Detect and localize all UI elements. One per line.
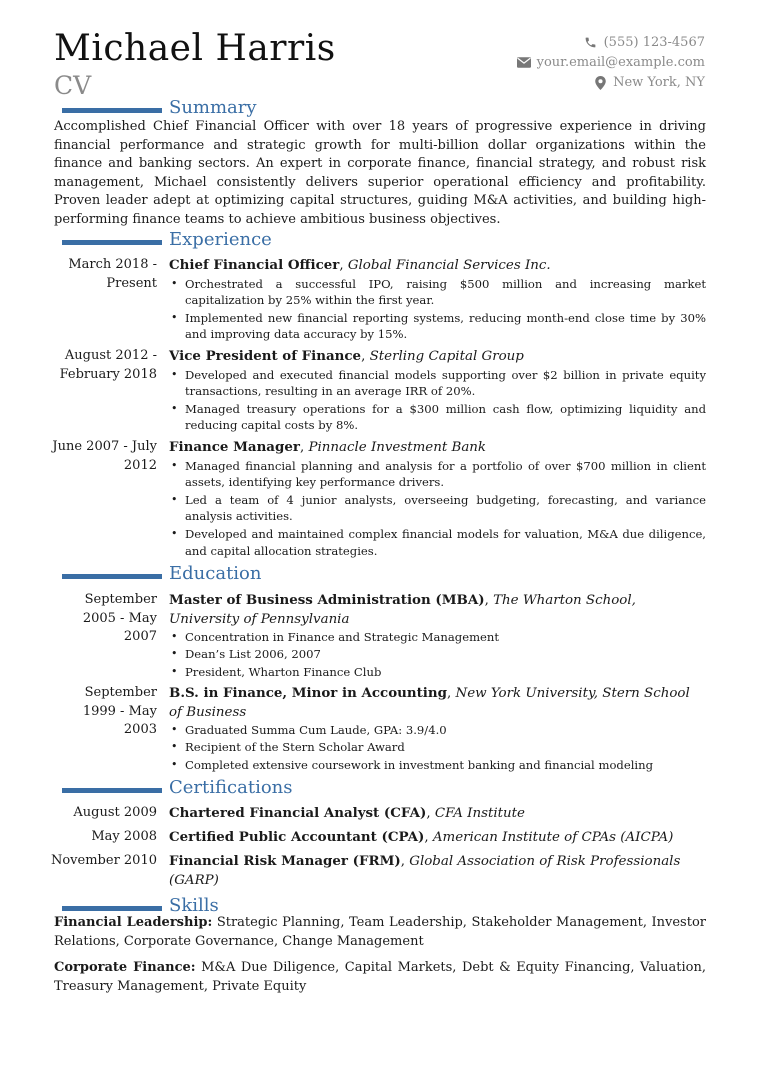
entry-role: Finance Manager bbox=[169, 439, 300, 455]
experience-section bbox=[0, 229, 760, 254]
entry-date: August 2012 - February 2018 bbox=[59, 348, 157, 382]
contact-block bbox=[445, 33, 705, 93]
contact-phone[interactable] bbox=[445, 33, 705, 53]
list-item: • Dean’s List 2006, 2007 bbox=[185, 646, 706, 663]
entry-org: CFA Institute bbox=[434, 806, 525, 821]
list-item: • Managed financial planning and analysis for a portfolio of over $700 million in client assets, identifying key performance drivers. bbox=[185, 458, 706, 492]
entry-date: September 1999 - May 2003 bbox=[82, 685, 157, 738]
entry-role: Master of Business Administration (MBA) bbox=[169, 592, 485, 608]
entry-role: Financial Risk Manager (FRM) bbox=[169, 853, 401, 869]
certifications-section bbox=[0, 777, 760, 802]
entry-org: American Institute of CPAs (AICPA) bbox=[432, 830, 674, 845]
person-name: Michael Harris bbox=[54, 28, 336, 69]
entry-date: November 2010 bbox=[50, 853, 157, 868]
entry-date: March 2018 - Present bbox=[68, 257, 157, 291]
location-text: New York, NY bbox=[613, 75, 705, 90]
entry-date: September 2005 - May 2007 bbox=[82, 592, 157, 645]
email-text: your.email@example.com bbox=[536, 55, 705, 70]
list-item: • Graduated Summa Cum Laude, GPA: 3.9/4.0 bbox=[185, 722, 706, 739]
education-heading: Education bbox=[169, 563, 262, 584]
map-pin-icon bbox=[591, 73, 609, 93]
certifications-heading: Certifications bbox=[169, 777, 293, 798]
skill-text: Strategic Planning, Team Leadership, Stakeholder Management, Investor Relations, Corporate Governance, Change Management bbox=[54, 915, 706, 949]
section-accent-bar bbox=[62, 240, 162, 245]
entry-org: Global Association of Risk Professionals (GARP) bbox=[169, 854, 681, 888]
document-subtitle: CV bbox=[54, 71, 92, 100]
entry-role: B.S. in Finance, Minor in Accounting bbox=[169, 685, 447, 701]
entry-role: Chartered Financial Analyst (CFA) bbox=[169, 805, 427, 821]
entry-date: May 2008 bbox=[91, 829, 157, 844]
list-item: • Orchestrated a successful IPO, raising $500 million and increasing market capitalization by 25% within the first year. bbox=[185, 276, 706, 310]
cv-page: Michael Harris CV (555) 123-4567 your.email@example.com New York, NY Summary Accomplished Chief Financial Officer with over 18 years of progressive experience in driving financial performance and strategic growth for multi-billion dollar organizations within the finance and banking sectors. An expert in corporate finance, financial strategy, and robust risk management, Michael consistently delivers superior operational efficiency and profitability. Proven leader adept at optimizing capital structures, guiding M&A activities, and building high-performing finance teams to achieve ambitious business objectives. Experience March 2018 - Present Chief Financial Officer, Global Financial Services Inc. • Orchestrated a successful IPO, raising $500 million and increasing market capitalization by 25% within the first year. • Implemented new financial reporting systems, reducing month-end close time by 30% and improving data accuracy by 15%. August 2012 - February 2018 Vice President of Finance, Sterling Capital Group • Developed and executed financial models supporting over $2 billion in private equity transactions, resulting in an average IRR of 20%. • Managed treasury operations for a $300 million cash flow, optimizing liquidity and reducing capital costs by 8%. June 2007 - July 2012 Finance Manager, Pinnacle Investment Bank • Managed financial planning and analysis for a portfolio of over $700 million in client assets, identifying key performance drivers. • Led a team of 4 junior analysts, overseeing budgeting, forecasting, and variance analysis activities. • Developed and maintained complex financial models for valuation, M&A due diligence, and capital allocation strategies. Education September 2005 - May 2007 Master of Business Administration (MBA), The Wharton School, University of Pennsylvania • Concentration in Finance and Strategic Management • Dean’s List 2006, 2007 • President, Wharton Finance Club September 1999 - May 2003 B.S. in Finance, Minor in Accounting, New York University, Stern School of Business • Graduated Summa Cum Laude, GPA: 3.9/4.0 • Recipient of the Stern Scholar Award • Completed extensive coursework in investment banking and financial modeling Certifications August 2009 Chartered Financial Analyst (CFA), CFA Institute May 2008 Certified Public Accountant (CPA), American Institute of CPAs (AICPA) November 2010 Financial Risk Manager (FRM), Global Association of Risk Professionals (GARP) Skills Financial Leadership: Strategic Planning, Team Leadership, Stakeholder Management, Investor Relations, Corporate Governance, Change Management Corporate Finance: M&A Due Diligence, Capital Markets, Debt & Equity Financing, Valuation, Treasury Management, Private Equity bbox=[0, 0, 760, 1075]
phone-text: (555) 123-4567 bbox=[603, 35, 705, 50]
entry-org: The Wharton School, University of Pennsylvania bbox=[169, 593, 636, 627]
list-item: • President, Wharton Finance Club bbox=[185, 664, 706, 681]
section-accent-bar bbox=[62, 108, 162, 113]
entry-org: Sterling Capital Group bbox=[369, 349, 524, 364]
summary-heading: Summary bbox=[169, 97, 257, 118]
section-accent-bar bbox=[62, 574, 162, 579]
phone-icon bbox=[582, 33, 600, 53]
education-section bbox=[0, 563, 760, 588]
list-item: • Developed and executed financial models supporting over $2 billion in private equity transactions, resulting in an average IRR of 20%. bbox=[185, 367, 706, 401]
entry-date: August 2009 bbox=[73, 805, 157, 820]
skill-text: M&A Due Diligence, Capital Markets, Debt & Equity Financing, Valuation, Treasury Management, Private Equity bbox=[54, 960, 706, 994]
contact-email[interactable] bbox=[445, 53, 705, 73]
list-item: • Completed extensive coursework in investment banking and financial modeling bbox=[185, 757, 706, 774]
list-item: • Managed treasury operations for a $300 million cash flow, optimizing liquidity and reducing capital costs by 8%. bbox=[185, 401, 706, 435]
list-item: • Recipient of the Stern Scholar Award bbox=[185, 739, 706, 756]
entry-bullets bbox=[169, 629, 706, 680]
skill-label: Corporate Finance: bbox=[54, 960, 196, 975]
entry-org: Global Financial Services Inc. bbox=[347, 258, 551, 273]
list-item: • Implemented new financial reporting systems, reducing month-end close time by 30% and improving data accuracy by 15%. bbox=[185, 310, 706, 344]
entry-org: New York University, Stern School of Business bbox=[169, 686, 690, 720]
list-item: • Developed and maintained complex financial models for valuation, M&A due diligence, and capital allocation strategies. bbox=[185, 526, 706, 560]
list-item: • Concentration in Finance and Strategic Management bbox=[185, 629, 706, 646]
entry-bullets bbox=[169, 367, 706, 435]
entry-role: Certified Public Accountant (CPA) bbox=[169, 829, 425, 845]
entry-role: Chief Financial Officer bbox=[169, 257, 340, 273]
list-item: • Led a team of 4 junior analysts, overseeing budgeting, forecasting, and variance analysis activities. bbox=[185, 492, 706, 526]
section-accent-bar bbox=[62, 906, 162, 911]
entry-bullets bbox=[169, 722, 706, 773]
summary-text: Accomplished Chief Financial Officer with over 18 years of progressive experience in driving financial performance and strategic growth for multi-billion dollar organizations within the finance and banking sectors. An expert in corporate finance, financial strategy, and robust risk management, Michael consistently delivers superior operational efficiency and profitability. Proven leader adept at optimizing capital structures, guiding M&A activities, and building high-performing finance teams to achieve ambitious business objectives. bbox=[54, 119, 706, 227]
envelope-icon bbox=[515, 53, 533, 73]
entry-bullets bbox=[169, 458, 706, 560]
entry-date: June 2007 - July 2012 bbox=[52, 439, 157, 473]
skill-group bbox=[54, 914, 706, 951]
skills-heading: Skills bbox=[169, 895, 219, 916]
contact-location bbox=[445, 73, 705, 93]
skill-label: Financial Leadership: bbox=[54, 915, 213, 930]
section-accent-bar bbox=[62, 788, 162, 793]
experience-heading: Experience bbox=[169, 229, 272, 250]
entry-role: Vice President of Finance bbox=[169, 348, 362, 364]
entry-bullets bbox=[169, 276, 706, 344]
entry-org: Pinnacle Investment Bank bbox=[308, 440, 487, 455]
skill-group bbox=[54, 959, 706, 996]
